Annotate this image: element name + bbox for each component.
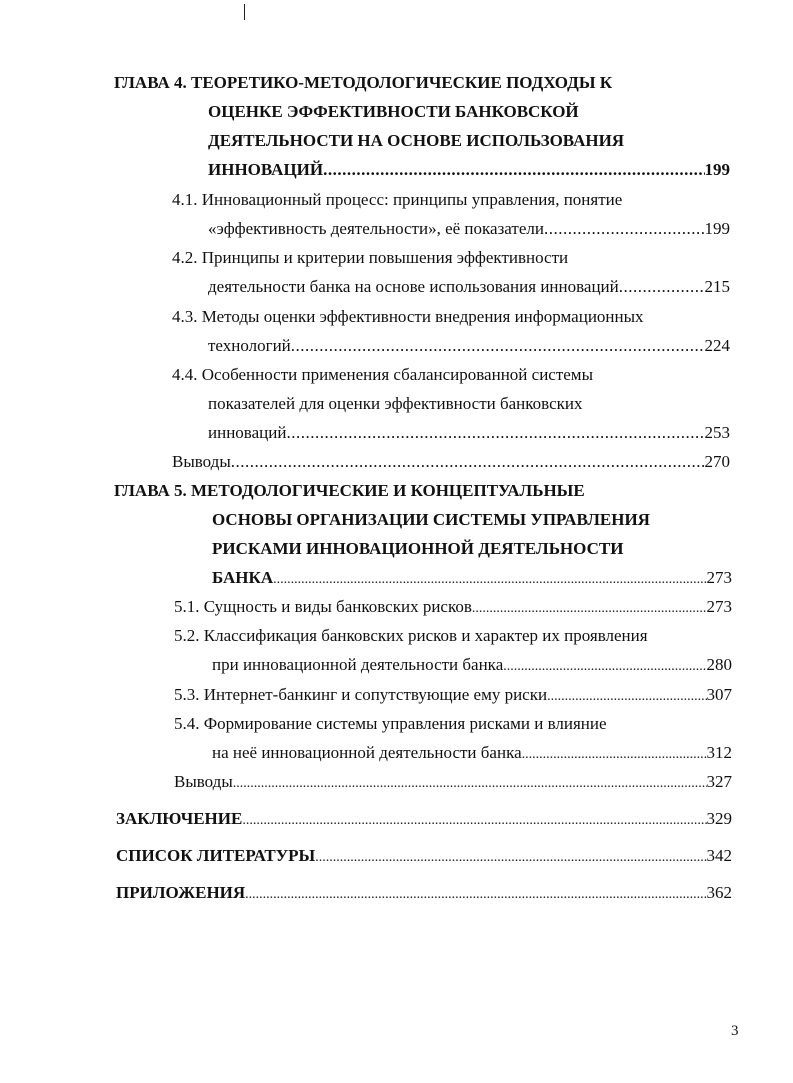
references-label: СПИСОК ЛИТЕРАТУРЫ — [116, 846, 316, 865]
s4-4-line-1: 4.4. Особенности применения сбалансированной системы — [172, 365, 593, 384]
s4-1-entry[interactable] — [208, 214, 730, 244]
s5-2-line-2: при инновационной деятельности банка — [212, 655, 504, 674]
s5-4-page: 312 — [706, 743, 732, 762]
ch5-page: 273 — [706, 568, 732, 587]
s5-2-line-1: 5.2. Классификация банковских рисков и характер их проявления — [174, 626, 648, 645]
ch4-conclusions-page: 270 — [704, 452, 730, 471]
s4-3-page: 224 — [704, 336, 730, 355]
leader-dots — [231, 447, 705, 477]
references-entry[interactable] — [116, 841, 732, 871]
s4-2-line-2: деятельности банка на основе использования инноваций — [208, 277, 619, 296]
ch5-title-line-3: РИСКАМИ ИННОВАЦИОННОЙ ДЕЯТЕЛЬНОСТИ — [212, 539, 624, 558]
leader-dots — [472, 594, 707, 624]
s4-3-entry[interactable] — [208, 331, 730, 361]
leader-dots — [291, 331, 705, 361]
s4-4-entry[interactable] — [208, 418, 730, 448]
ch5-title-line-2: ОСНОВЫ ОРГАНИЗАЦИИ СИСТЕМЫ УПРАВЛЕНИЯ — [212, 510, 650, 529]
s5-4-line-2: на неё инновационной деятельности банка — [212, 743, 522, 762]
s4-2-page: 215 — [704, 277, 730, 296]
s5-3-page: 307 — [706, 685, 732, 704]
leader-dots — [286, 418, 704, 448]
s4-2-line-1: 4.2. Принципы и критерии повышения эффективности — [172, 248, 569, 267]
leader-dots — [273, 565, 706, 595]
s4-3-line-1: 4.3. Методы оценки эффективности внедрения информационных — [172, 307, 644, 326]
s4-4-page: 253 — [704, 423, 730, 442]
appendices-page: 362 — [706, 883, 732, 902]
appendices-label: ПРИЛОЖЕНИЯ — [116, 883, 246, 902]
ch5-title-entry[interactable] — [212, 563, 732, 593]
leader-dots — [323, 155, 704, 185]
ch4-title-line-4: ИННОВАЦИЙ — [208, 160, 324, 179]
s5-1-entry[interactable] — [174, 592, 732, 622]
leader-dots — [233, 769, 707, 799]
appendices-entry[interactable] — [116, 878, 732, 908]
conclusion-label: ЗАКЛЮЧЕНИЕ — [116, 809, 243, 828]
scan-mark — [244, 4, 245, 20]
s5-2-page: 280 — [706, 655, 732, 674]
leader-dots — [544, 214, 705, 244]
conclusion-page: 329 — [706, 809, 732, 828]
ch5-conclusions-label: Выводы — [174, 772, 233, 791]
s5-3-entry[interactable] — [174, 680, 732, 710]
leader-dots — [242, 806, 706, 836]
ch4-title-entry[interactable] — [208, 155, 730, 185]
ch4-title-line-1: ГЛАВА 4. ТЕОРЕТИКО-МЕТОДОЛОГИЧЕСКИЕ ПОДХОДЫ К — [114, 73, 613, 92]
leader-dots — [547, 682, 706, 712]
ch5-title-line-4: БАНКА — [212, 568, 274, 587]
ch4-title-line-3: ДЕЯТЕЛЬНОСТИ НА ОСНОВЕ ИСПОЛЬЗОВАНИЯ — [208, 131, 625, 150]
conclusion-entry[interactable] — [116, 804, 732, 834]
s5-4-line-1: 5.4. Формирование системы управления рисками и влияние — [174, 714, 607, 733]
s5-4-entry[interactable] — [212, 738, 732, 768]
ch5-conclusions-page: 327 — [706, 772, 732, 791]
leader-dots — [503, 652, 706, 682]
leader-dots — [619, 272, 705, 302]
ch5-title-line-1: ГЛАВА 5. МЕТОДОЛОГИЧЕСКИЕ И КОНЦЕПТУАЛЬНЫЕ — [114, 481, 585, 500]
s4-2-entry[interactable] — [208, 272, 730, 302]
s4-1-line-2: «эффективность деятельности», её показатели — [208, 219, 544, 238]
ch5-conclusions-entry[interactable] — [174, 767, 732, 797]
references-page: 342 — [706, 846, 732, 865]
ch4-page: 199 — [704, 160, 730, 179]
ch4-conclusions-entry[interactable] — [172, 447, 730, 477]
s5-3-line-1: 5.3. Интернет-банкинг и сопутствующие ему риски — [174, 685, 548, 704]
s5-1-line-1: 5.1. Сущность и виды банковских рисков — [174, 597, 472, 616]
s4-4-line-3: инноваций — [208, 423, 287, 442]
leader-dots — [522, 740, 707, 770]
ch4-conclusions-label: Выводы — [172, 452, 231, 471]
s5-2-entry[interactable] — [212, 650, 732, 680]
s4-1-page: 199 — [704, 219, 730, 238]
s4-4-line-2: показателей для оценки эффективности банковских — [208, 394, 583, 413]
leader-dots — [245, 880, 706, 910]
leader-dots — [315, 843, 706, 873]
ch4-title-line-2: ОЦЕНКЕ ЭФФЕКТИВНОСТИ БАНКОВСКОЙ — [208, 102, 579, 121]
s4-1-line-1: 4.1. Инновационный процесс: принципы управления, понятие — [172, 190, 623, 209]
s5-1-page: 273 — [706, 597, 732, 616]
s4-3-line-2: технологий — [208, 336, 291, 355]
page-number: 3 — [731, 1023, 739, 1039]
